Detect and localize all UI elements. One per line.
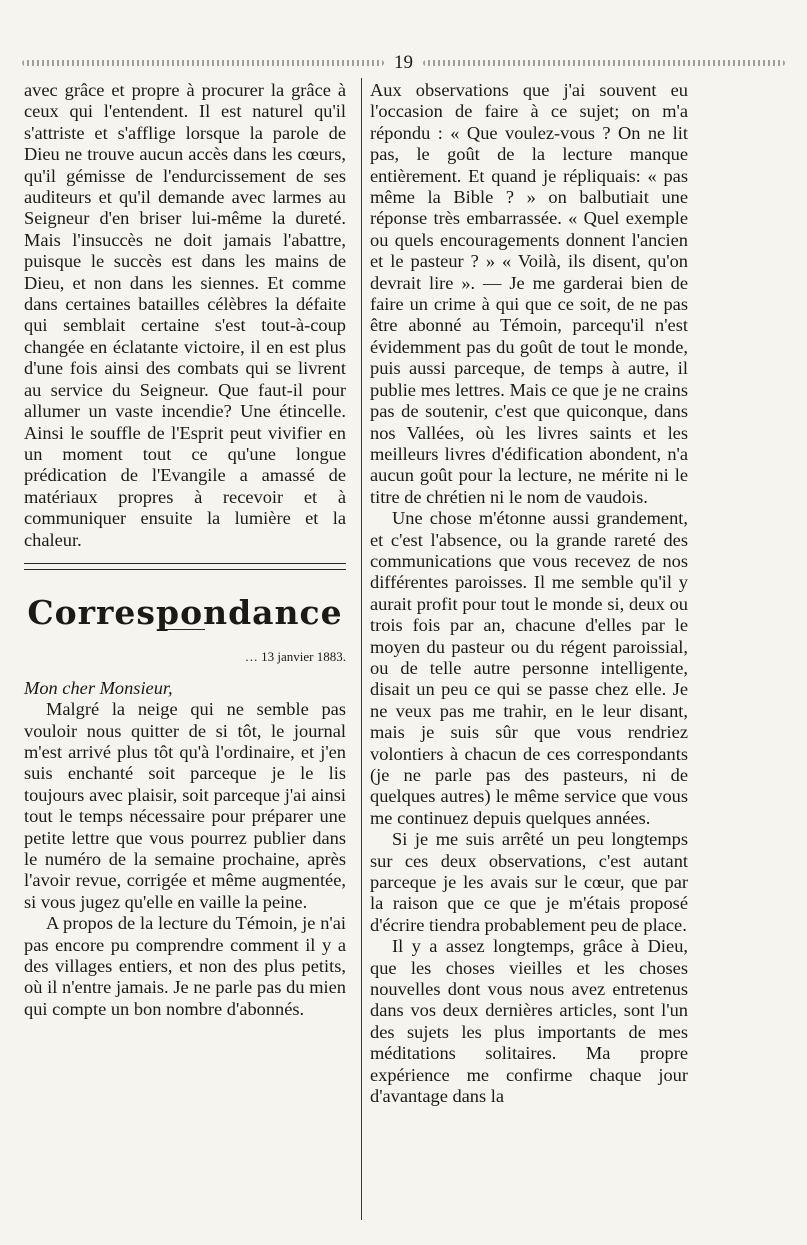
right-paragraph-2: Une chose m'étonne aussi grandement, et c'est l'absence, ou la grande rareté des communications que vous recevez de nos différentes paroisses. Il me semble qu'il y aurait profit pour tout le monde si, deux ou trois fois par an, chacune d'elles par le moyen du pasteur ou du régent paroissial, ou de telle autre personne intelligente, disait un peu ce qui se passe chez elle. Je ne veux pas me trahir, en le leur disant, mais je suis sûr que vous rendriez volontiers à chacun de ces correspondants (je ne parle pas des pasteurs, ni de quelques autres) le même service que vous me continuez depuis quelques années.: [370, 508, 688, 828]
right-paragraph-4: Il y a assez longtemps, grâce à Dieu, que les choses vieilles et les choses nouvelles dont vous nous avez entretenus dans vos deux dernières articles, sont l'un des sujets les plus importants de mes méditations solitaires. Ma propre expérience me confirme chaque jour d'avantage dans la: [370, 936, 688, 1107]
letter-salutation: Mon cher Monsieur,: [24, 677, 173, 698]
right-paragraph-1: Aux observations que j'ai souvent eu l'occasion de faire à ce sujet; on m'a répondu : « Que voulez-vous ? On ne lit pas, le goût de la lecture manque entièrement. Et quand je répliquais: « pas même la Bible ? » on balbutiait une réponse très embarrassée. « Quel exemple ou quels encouragements donnent l'ancien et le pasteur ? » « Voilà, ils disent, qu'on devrait lire ». — Je me garderai bien de faire un crime à qui que ce soit, de ne pas être abonné au Témoin, parcequ'il n'est évidemment pas du goût de tout le monde, puis aussi parceque, de temps à autre, il publie mes lettres. Mais ce que je ne crains pas de soutenir, c'est que quiconque, dans nos Vallées, où les livres saints et les meilleurs livres d'édification abondent, n'a aucun goût pour la lecture, ne mérite ni le titre de chrétien ni le nom de vaudois.: [370, 80, 688, 507]
section-title: Correspondance: [27, 592, 343, 632]
left-column: [24, 80, 346, 1020]
right-paragraph-3: Si je me suis arrêté un peu longtemps sur ces deux observations, c'est autant parceque je les avais sur le cœur, que par la raison que ce que je m'étais proposé d'écrire tiendra probablement peu de place.: [370, 829, 688, 935]
header-ornament-left: [22, 60, 384, 66]
column-divider: [361, 78, 362, 1220]
left-paragraph-3: A propos de la lecture du Témoin, je n'ai pas encore pu comprendre comment il y a des villages entiers, et non des plus petits, où il n'entre jamais. Je ne parle pas du mien qui compte un bon nombre d'abonnés.: [24, 913, 346, 1019]
left-paragraph-2: Malgré la neige qui ne semble pas vouloir nous quitter de si tôt, le journal m'est arrivé plus tôt qu'à l'ordinaire, et j'en suis enchanté soit parceque je le lis toujours avec plaisir, soit parceque j'ai ainsi tout le temps nécessaire pour préparer une petite lettre que vous pourrez publier dans le numéro de la semaine prochaine, après l'avoir revue, corrigée et même augmentée, si vous jugez qu'elle en vaille la peine.: [24, 699, 346, 912]
page-number: 19: [394, 52, 413, 73]
left-paragraph-1: avec grâce et propre à procurer la grâce à ceux qui l'entendent. Il est naturel qu'il s'attriste et s'afflige lorsque la parole de Dieu ne trouve aucun accès dans les cœurs, qu'il gémisse de l'endurcissement de ses auditeurs et qu'il demande avec larmes au Seigneur d'en briser lui-même la dureté. Mais l'insuccès ne doit jamais l'abattre, puisque le succès est dans les mains de Dieu, et non dans les siennes. Et comme dans certaines batailles célèbres la défaite qui semblait certaine s'est tout-à-coup changée en éclatante victoire, il en est plus d'une fois ainsi des combats qui se livrent au service du Seigneur. Que faut-il pour allumer un vaste incendie? Une étincelle. Ainsi le souffle de l'Esprit peut vivifier en un moment tout ce qu'une longue prédication de l'Evangile a amassé de matériaux propres à recevoir et à communiquer ensuite la lumière et la chaleur.: [24, 80, 346, 550]
section-divider: [24, 563, 346, 570]
letter-dateline: … 13 janvier 1883.: [244, 649, 346, 665]
page-header: [22, 50, 785, 76]
right-column: [370, 80, 688, 1108]
header-ornament-right: [423, 60, 785, 66]
